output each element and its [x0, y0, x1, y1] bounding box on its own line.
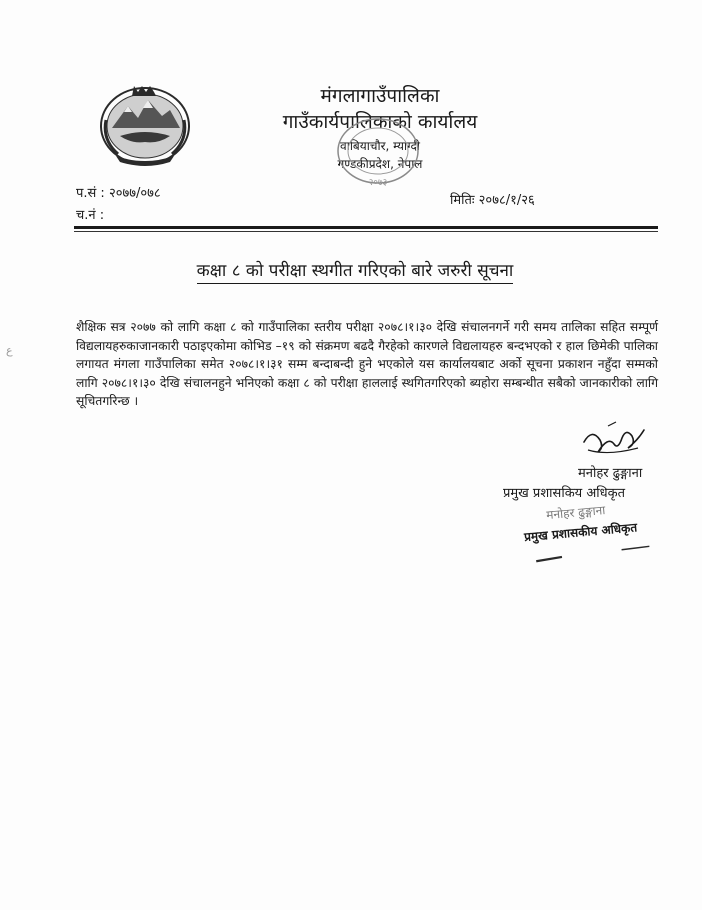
office-address: वाबियाचौर, म्याग्दी [340, 139, 420, 153]
office-round-stamp [330, 115, 426, 191]
margin-mark: ﻉ [6, 344, 13, 357]
signatory-name: मनोहर ढुङ्गाना [578, 466, 643, 481]
notice-date: मितिः २०७८/१/२६ [450, 193, 535, 208]
signatory-title: प्रमुख प्रशासकिय अधिकृत [503, 486, 626, 501]
stamp-officer-title: प्रमुख प्रशासकीय अधिकृत [523, 520, 638, 545]
subject-text: कक्षा ८ को परीक्षा स्थगीत गरिएको बारे जरुरी सूचना [197, 261, 514, 284]
handwritten-signature [578, 418, 650, 460]
header-divider-thin [74, 231, 658, 232]
province-country: गण्डकीप्रदेश, नेपाल [337, 157, 423, 171]
nepal-emblem-icon [98, 80, 192, 166]
stamp-underline [522, 542, 663, 568]
notice-body: शैक्षिक सत्र २०७७ को लागि कक्षा ८ को गाउँपालिका स्तरीय परीक्षा २०७८।१।३० देखि संचालनगर्ने गरी समय तालिका सहित सम्पूर्ण विद्यलायहरुकाजानकारी पठाइएकोमा कोभिड –१९ को संक्रमण बढदै गैरहेको कारणले विद्यलायहरु बन्दभएको र हाल छिमेकी पालिका लगायत मंगला गाउँपालिका समेत २०७८।१।३१ सम्म बन्दाबन्दी हुने भएकोले यस कार्यालयबाट अर्को सूचना प्रकाशन नहुँदा सम्मको लागि २०७८।१।३० देखि संचालनहुने भनिएको कक्षा ८ को परीक्षा हाललाई स्थगितगरिएको ब्यहोरा सम्बन्धीत सबैको जानकारीको लागि सूचितगरिन्छ । [76, 320, 658, 408]
stamp-year: २०७३ [368, 178, 388, 188]
municipality-name: मंगलागाउँपालिका [320, 85, 440, 107]
officer-rubber-stamp [517, 492, 673, 575]
header-divider [74, 226, 658, 229]
notice-subject [120, 258, 590, 281]
stamp-officer-name: मनोहर ढुङ्गाना [545, 503, 606, 523]
office-name: गाउँकार्यपालिकाको कार्यालय [282, 111, 478, 133]
dispatch-number: च.नं : [76, 208, 105, 223]
reference-number: प.सं : २०७७/०७८ [76, 186, 161, 201]
